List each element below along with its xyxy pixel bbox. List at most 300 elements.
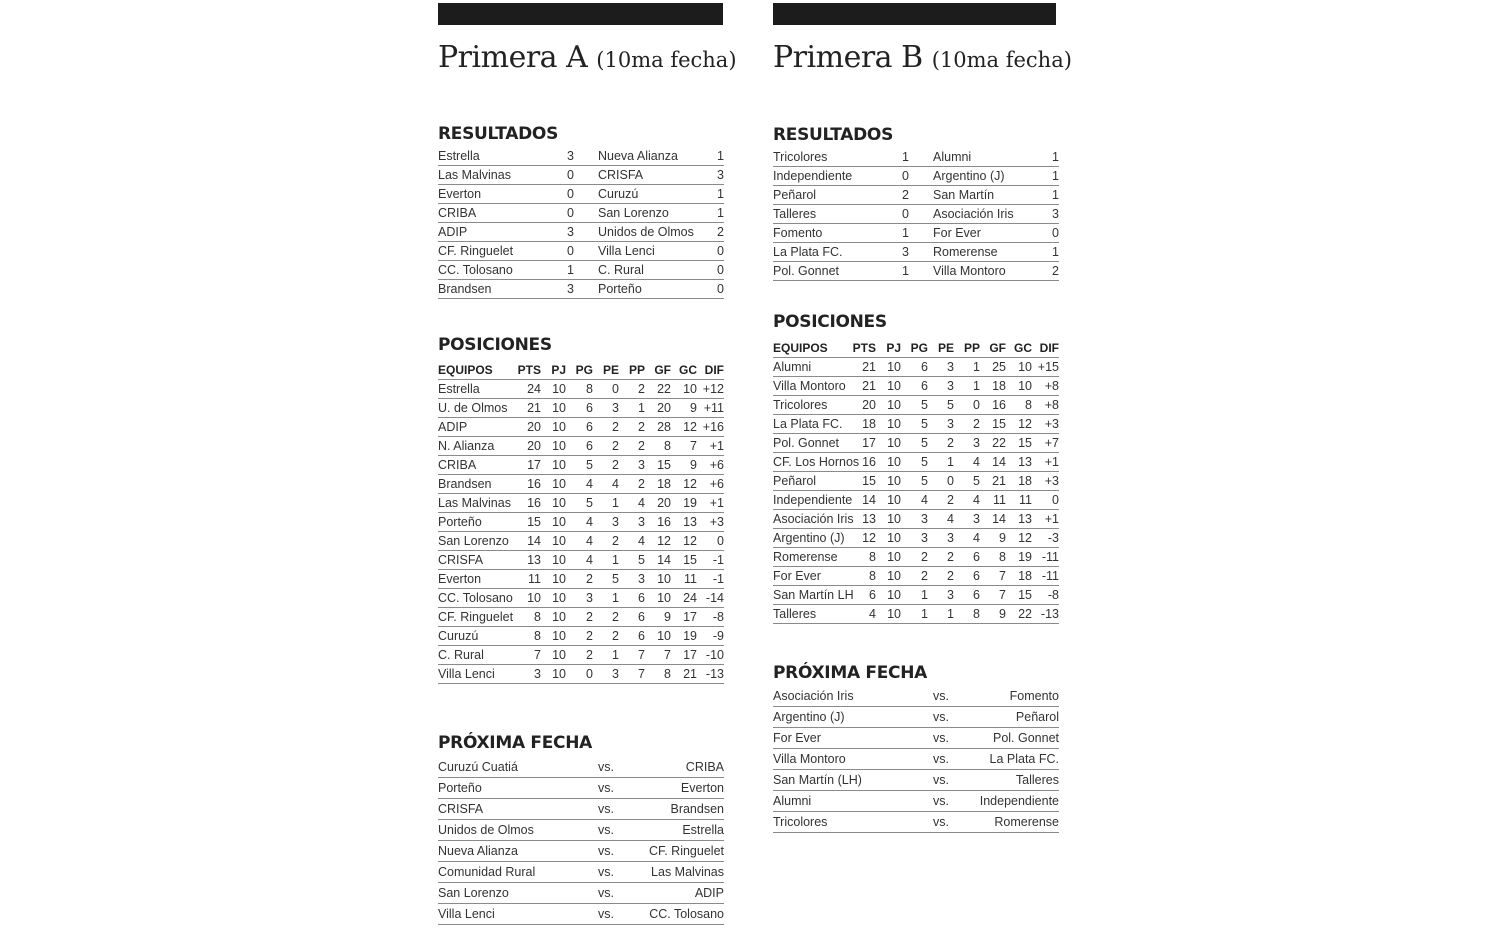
cell-gf: 9 <box>999 531 1006 545</box>
resultados-table <box>438 147 724 299</box>
cell-gc: 21 <box>683 667 697 681</box>
table-row <box>438 380 724 399</box>
cell-gf: 7 <box>999 569 1006 583</box>
cell-pg: 6 <box>586 420 593 434</box>
cell-pj: 10 <box>552 458 566 472</box>
away-team: Pol. Gonnet <box>992 731 1059 745</box>
cell-pp: 4 <box>973 531 980 545</box>
cell-pg: 0 <box>586 667 593 681</box>
cell-pp: 2 <box>638 477 645 491</box>
cell-pg: 4 <box>586 515 593 529</box>
cell-pp: 6 <box>973 588 980 602</box>
home-team: Peñarol <box>773 188 817 202</box>
cell-pe: 2 <box>612 439 619 453</box>
section-title <box>438 40 737 75</box>
vs-label: vs. <box>598 907 614 921</box>
home-team: ADIP <box>438 225 468 239</box>
home-team: Independiente <box>773 169 853 183</box>
table-row <box>773 529 1059 548</box>
cell-dif: +1 <box>709 439 724 453</box>
cell-pp: 2 <box>638 382 645 396</box>
cell-pts: 7 <box>534 648 541 662</box>
cell-team: Asociación Iris <box>773 512 854 526</box>
column-header-dif: DIF <box>1039 341 1059 355</box>
cell-gf: 9 <box>999 607 1006 621</box>
cell-pg: 5 <box>586 458 593 472</box>
away-score: 1 <box>1052 150 1059 164</box>
cell-pg: 1 <box>921 607 928 621</box>
cell-pts: 15 <box>862 474 876 488</box>
fixture-row <box>773 812 1059 833</box>
vs-label: vs. <box>933 815 949 829</box>
cell-gf: 25 <box>992 360 1006 374</box>
cell-pg: 2 <box>586 629 593 643</box>
home-team: Comunidad Rural <box>438 865 536 879</box>
home-team: CRIBA <box>438 206 477 220</box>
home-team: Argentino (J) <box>773 710 845 724</box>
cell-gc: 19 <box>683 496 697 510</box>
title-text: Primera B <box>773 40 923 75</box>
home-score: 3 <box>567 225 574 239</box>
table-row <box>438 551 724 570</box>
cell-team: Brandsen <box>438 477 492 491</box>
fixture-row <box>773 749 1059 770</box>
table-row <box>438 437 724 456</box>
table-row <box>438 627 724 646</box>
cell-pts: 16 <box>527 496 541 510</box>
posiciones-heading: POSICIONES <box>773 312 887 332</box>
away-team: ADIP <box>694 886 724 900</box>
cell-dif: -8 <box>712 610 724 624</box>
cell-team: C. Rural <box>438 648 484 662</box>
cell-gc: 7 <box>690 439 697 453</box>
cell-dif: -1 <box>712 572 724 586</box>
cell-team: Alumni <box>773 360 812 374</box>
home-score: 2 <box>902 188 909 202</box>
cell-pts: 3 <box>534 667 541 681</box>
cell-gf: 22 <box>992 436 1006 450</box>
column-header-pp: PP <box>963 341 980 355</box>
cell-gc: 13 <box>1018 512 1032 526</box>
cell-pe: 2 <box>947 569 954 583</box>
cell-team: Pol. Gonnet <box>773 436 840 450</box>
cell-pj: 10 <box>887 398 901 412</box>
cell-gf: 16 <box>992 398 1006 412</box>
column-header-pj: PJ <box>886 341 901 355</box>
table-row <box>773 453 1059 472</box>
table-row <box>438 399 724 418</box>
cell-pj: 10 <box>887 607 901 621</box>
title-subtitle: (10ma fecha) <box>596 48 737 72</box>
cell-pts: 6 <box>869 588 876 602</box>
away-team: Unidos de Olmos <box>598 225 694 239</box>
cell-pts: 10 <box>527 591 541 605</box>
cell-pg: 8 <box>586 382 593 396</box>
cell-gc: 22 <box>1018 607 1032 621</box>
away-team: La Plata FC. <box>989 752 1059 766</box>
cell-team: Romerense <box>773 550 838 564</box>
cell-dif: +1 <box>1044 512 1059 526</box>
column-header-pe: PE <box>602 363 619 377</box>
cell-dif: +11 <box>703 401 724 415</box>
cell-gc: 19 <box>683 629 697 643</box>
cell-pj: 10 <box>887 512 901 526</box>
cell-pg: 4 <box>586 553 593 567</box>
cell-pj: 10 <box>552 534 566 548</box>
resultados-table <box>773 148 1059 281</box>
cell-dif: -3 <box>1047 531 1059 545</box>
cell-gc: 17 <box>683 648 697 662</box>
cell-pe: 2 <box>612 420 619 434</box>
fixture-row <box>773 707 1059 728</box>
home-score: 1 <box>567 263 574 277</box>
home-team: La Plata FC. <box>773 245 843 259</box>
cell-pe: 2 <box>612 610 619 624</box>
cell-pts: 21 <box>862 379 876 393</box>
cell-team: ADIP <box>438 420 468 434</box>
cell-pp: 5 <box>973 474 980 488</box>
away-team: Nueva Alianza <box>598 149 678 163</box>
column-header-pg: PG <box>910 341 928 355</box>
home-score: 3 <box>567 149 574 163</box>
cell-team: CRIBA <box>438 458 477 472</box>
cell-gf: 18 <box>992 379 1006 393</box>
vs-label: vs. <box>933 752 949 766</box>
cell-gc: 12 <box>683 420 697 434</box>
vs-label: vs. <box>598 781 614 795</box>
cell-gf: 20 <box>657 496 671 510</box>
away-team: Independiente <box>979 794 1059 808</box>
cell-pj: 10 <box>552 648 566 662</box>
table-row <box>438 456 724 475</box>
cell-gf: 15 <box>657 458 671 472</box>
cell-gf: 8 <box>664 439 671 453</box>
cell-team: CC. Tolosano <box>438 591 513 605</box>
cell-pp: 2 <box>638 420 645 434</box>
away-team: Argentino (J) <box>933 169 1005 183</box>
cell-pg: 2 <box>586 648 593 662</box>
away-team: Romerense <box>994 815 1059 829</box>
cell-pts: 24 <box>527 382 541 396</box>
column-header-gc: GC <box>679 363 697 377</box>
cell-pe: 1 <box>612 591 619 605</box>
cell-pp: 0 <box>973 398 980 412</box>
cell-pe: 2 <box>947 550 954 564</box>
home-score: 1 <box>902 150 909 164</box>
cell-gf: 18 <box>657 477 671 491</box>
cell-team: La Plata FC. <box>773 417 843 431</box>
cell-pe: 5 <box>612 572 619 586</box>
cell-pp: 6 <box>973 550 980 564</box>
cell-pe: 3 <box>947 417 954 431</box>
cell-team: Talleres <box>773 607 817 621</box>
away-team: Villa Montoro <box>933 264 1006 278</box>
cell-gc: 10 <box>1018 379 1032 393</box>
cell-pg: 3 <box>921 512 928 526</box>
cell-pp: 3 <box>973 436 980 450</box>
home-team: Porteño <box>438 781 482 795</box>
cell-gc: 13 <box>683 515 697 529</box>
cell-pts: 20 <box>862 398 876 412</box>
away-team: Villa Lenci <box>598 244 655 258</box>
cell-pg: 4 <box>586 534 593 548</box>
cell-team: Estrella <box>438 382 480 396</box>
cell-pts: 16 <box>862 455 876 469</box>
away-team: Brandsen <box>670 802 724 816</box>
cell-pe: 3 <box>947 588 954 602</box>
cell-gc: 8 <box>1025 398 1032 412</box>
cell-gc: 10 <box>683 382 697 396</box>
away-score: 1 <box>1052 188 1059 202</box>
cell-dif: +8 <box>1044 398 1059 412</box>
cell-team: Tricolores <box>773 398 828 412</box>
proxima-fecha-table <box>438 757 724 925</box>
result-row <box>438 261 724 280</box>
title-text: Primera A <box>438 40 588 75</box>
cell-gf: 16 <box>657 515 671 529</box>
result-row <box>438 242 724 261</box>
table-row <box>773 472 1059 491</box>
cell-pj: 10 <box>887 455 901 469</box>
home-team: Talleres <box>773 207 817 221</box>
result-row <box>773 148 1059 167</box>
cell-pj: 10 <box>887 531 901 545</box>
cell-pp: 1 <box>973 360 980 374</box>
cell-gc: 10 <box>1018 360 1032 374</box>
cell-dif: +16 <box>702 420 724 434</box>
cell-gc: 12 <box>1018 531 1032 545</box>
cell-pp: 6 <box>638 591 645 605</box>
cell-pj: 10 <box>552 610 566 624</box>
cell-pg: 2 <box>921 569 928 583</box>
cell-team: CF. Ringuelet <box>438 610 514 624</box>
section-title <box>773 40 1072 75</box>
table-row <box>438 494 724 513</box>
cell-pp: 4 <box>638 534 645 548</box>
away-team: Talleres <box>1015 773 1059 787</box>
cell-pj: 10 <box>887 550 901 564</box>
cell-dif: +3 <box>1044 474 1059 488</box>
away-team: Porteño <box>598 282 642 296</box>
cell-pj: 10 <box>887 436 901 450</box>
cell-gc: 11 <box>1019 493 1032 507</box>
away-score: 0 <box>717 282 724 296</box>
cell-gf: 10 <box>657 591 671 605</box>
away-score: 0 <box>717 244 724 258</box>
cell-pp: 3 <box>973 512 980 526</box>
column-header-pj: PJ <box>551 363 566 377</box>
home-team: San Lorenzo <box>438 886 509 900</box>
result-row <box>438 185 724 204</box>
vs-label: vs. <box>933 773 949 787</box>
cell-pg: 5 <box>921 474 928 488</box>
cell-gc: 9 <box>690 401 697 415</box>
cell-gc: 15 <box>683 553 697 567</box>
away-team: CRISFA <box>598 168 644 182</box>
vs-label: vs. <box>598 802 614 816</box>
cell-pts: 14 <box>527 534 541 548</box>
away-team: CRIBA <box>685 760 724 774</box>
cell-pe: 3 <box>947 531 954 545</box>
home-score: 1 <box>902 226 909 240</box>
cell-pj: 10 <box>887 493 901 507</box>
cell-pg: 5 <box>921 398 928 412</box>
home-team: Villa Montoro <box>773 752 846 766</box>
column-header-dif: DIF <box>704 363 724 377</box>
cell-gf: 22 <box>657 382 671 396</box>
cell-dif: +6 <box>709 477 724 491</box>
cell-team: Villa Lenci <box>438 667 495 681</box>
cell-team: For Ever <box>773 569 821 583</box>
fixture-row <box>773 770 1059 791</box>
away-score: 3 <box>1052 207 1059 221</box>
cell-pg: 6 <box>586 401 593 415</box>
cell-pj: 10 <box>552 572 566 586</box>
cell-pe: 2 <box>947 436 954 450</box>
fixture-row <box>438 841 724 862</box>
cell-pp: 4 <box>973 455 980 469</box>
cell-gc: 19 <box>1018 550 1032 564</box>
home-team: Estrella <box>438 149 480 163</box>
cell-gf: 11 <box>993 493 1006 507</box>
cell-pj: 10 <box>552 553 566 567</box>
table-row <box>773 415 1059 434</box>
cell-pj: 10 <box>552 477 566 491</box>
column-header-pg: PG <box>575 363 593 377</box>
home-team: Alumni <box>773 794 812 808</box>
cell-pg: 6 <box>586 439 593 453</box>
cell-pp: 4 <box>973 493 980 507</box>
cell-pts: 8 <box>534 629 541 643</box>
cell-pp: 3 <box>638 515 645 529</box>
fixture-row <box>438 799 724 820</box>
cell-pe: 2 <box>612 458 619 472</box>
home-team: Everton <box>438 187 482 201</box>
home-team: Curuzú Cuatiá <box>438 760 518 774</box>
cell-pp: 6 <box>638 610 645 624</box>
vs-label: vs. <box>598 823 614 837</box>
cell-dif: +6 <box>709 458 724 472</box>
cell-pg: 2 <box>586 572 593 586</box>
cell-pts: 20 <box>527 439 541 453</box>
home-team: CC. Tolosano <box>438 263 513 277</box>
cell-pts: 8 <box>534 610 541 624</box>
cell-pe: 2 <box>612 534 619 548</box>
cell-pp: 5 <box>638 553 645 567</box>
cell-pg: 4 <box>921 493 928 507</box>
home-score: 0 <box>567 244 574 258</box>
cell-dif: -8 <box>1047 588 1059 602</box>
cell-dif: +7 <box>1044 436 1059 450</box>
cell-pj: 10 <box>552 382 566 396</box>
cell-pj: 10 <box>552 515 566 529</box>
away-team: C. Rural <box>598 263 644 277</box>
cell-gc: 13 <box>1018 455 1032 469</box>
cell-gc: 24 <box>683 591 697 605</box>
cell-pp: 3 <box>638 458 645 472</box>
cell-pe: 1 <box>947 455 954 469</box>
vs-label: vs. <box>933 794 949 808</box>
home-score: 1 <box>902 264 909 278</box>
cell-gf: 10 <box>657 572 671 586</box>
table-row <box>773 358 1059 377</box>
posiciones-table <box>773 339 1059 624</box>
cell-gc: 18 <box>1018 474 1032 488</box>
home-team: Tricolores <box>773 150 828 164</box>
cell-pts: 11 <box>528 572 541 586</box>
away-score: 0 <box>1052 226 1059 240</box>
fixture-row <box>438 883 724 904</box>
cell-gf: 28 <box>657 420 671 434</box>
cell-pe: 3 <box>947 360 954 374</box>
table-row <box>773 491 1059 510</box>
away-score: 1 <box>1052 245 1059 259</box>
resultados-heading: RESULTADOS <box>438 124 559 144</box>
vs-label: vs. <box>598 760 614 774</box>
cell-pe: 1 <box>612 553 619 567</box>
cell-gf: 14 <box>992 512 1006 526</box>
cell-pg: 1 <box>921 588 928 602</box>
result-row <box>438 223 724 242</box>
result-row <box>773 224 1059 243</box>
away-score: 3 <box>717 168 724 182</box>
cell-dif: -11 <box>1041 569 1059 583</box>
home-team: For Ever <box>773 731 821 745</box>
home-score: 0 <box>567 206 574 220</box>
column-header-pts: PTS <box>852 341 876 355</box>
home-score: 0 <box>902 207 909 221</box>
result-row <box>773 186 1059 205</box>
resultados-heading: RESULTADOS <box>773 125 894 145</box>
away-team: Alumni <box>933 150 972 164</box>
result-row <box>438 147 724 166</box>
header-bar <box>438 3 723 25</box>
table-row <box>438 513 724 532</box>
cell-pj: 10 <box>887 379 901 393</box>
cell-pj: 10 <box>887 569 901 583</box>
cell-dif: +3 <box>709 515 724 529</box>
cell-pe: 3 <box>947 379 954 393</box>
column-header-pts: PTS <box>517 363 541 377</box>
cell-pg: 3 <box>586 591 593 605</box>
cell-pe: 3 <box>612 515 619 529</box>
fixture-row <box>438 820 724 841</box>
cell-pg: 5 <box>586 496 593 510</box>
home-score: 3 <box>902 245 909 259</box>
fixture-row <box>438 757 724 778</box>
cell-pj: 10 <box>552 496 566 510</box>
result-row <box>438 280 724 299</box>
cell-pts: 8 <box>869 550 876 564</box>
cell-gc: 12 <box>683 534 697 548</box>
cell-gf: 14 <box>657 553 671 567</box>
cell-pj: 10 <box>552 667 566 681</box>
table-row <box>773 605 1059 624</box>
cell-team: Curuzú <box>438 629 479 643</box>
cell-pe: 4 <box>612 477 619 491</box>
cell-team: N. Alianza <box>438 439 495 453</box>
home-team: Tricolores <box>773 815 828 829</box>
cell-pj: 10 <box>887 474 901 488</box>
away-team: CC. Tolosano <box>649 907 724 921</box>
cell-dif: +1 <box>1044 455 1059 469</box>
cell-dif: 0 <box>717 534 724 548</box>
cell-gf: 7 <box>664 648 671 662</box>
cell-pg: 2 <box>921 550 928 564</box>
home-team: Fomento <box>773 226 823 240</box>
cell-team: CF. Los Hornos <box>773 455 860 469</box>
cell-pts: 14 <box>862 493 876 507</box>
